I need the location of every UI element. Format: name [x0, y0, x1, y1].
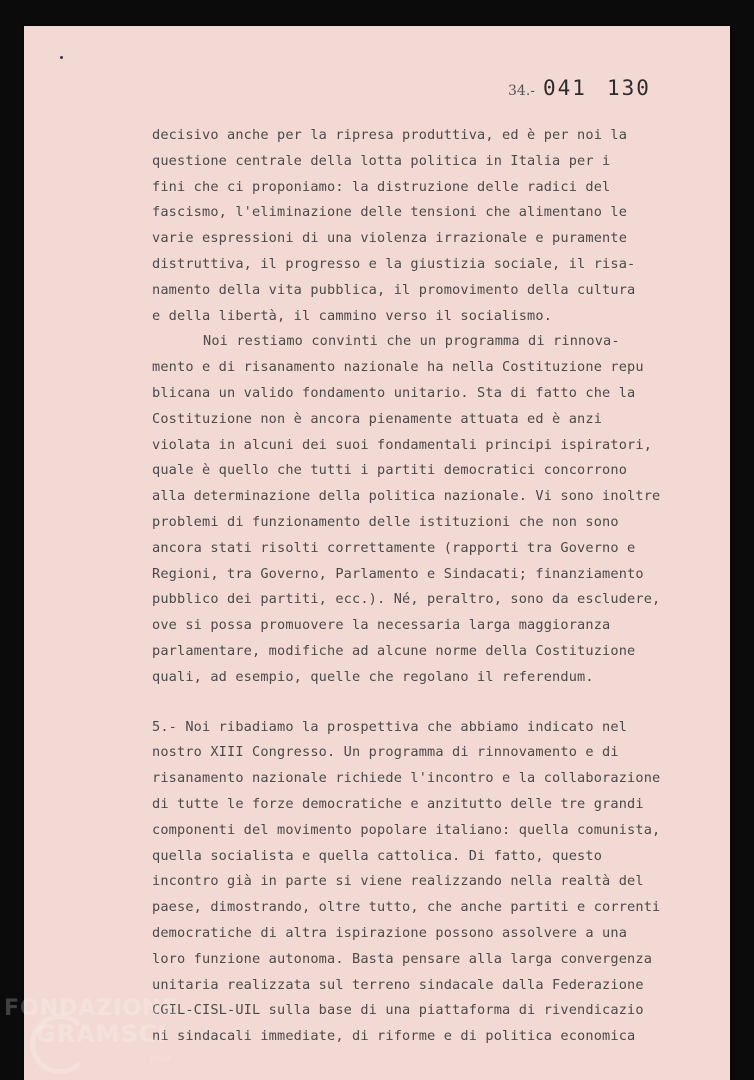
- fondazione-gramsci-watermark: [0, 992, 200, 1080]
- text-line: componenti del movimento popolare italiano: quella comunista,: [152, 821, 661, 838]
- text-line: di tutte le forze democratiche e anzitutto delle tre grandi: [152, 795, 644, 812]
- text-line: decisivo anche per la ripresa produttiva, ed è per noi la: [152, 127, 628, 143]
- text-line: Regioni, tra Governo, Parlamento e Sindacati; finanziamento: [152, 565, 644, 582]
- text-line: questione centrale della lotta politica in Italia per i: [152, 152, 611, 169]
- text-line: problemi di funzionamento delle istituzioni che non sono: [152, 513, 619, 530]
- watermark-line-1: FONDAZIONE: [4, 996, 178, 1021]
- text-line: violata in alcuni dei suoi fondamentali principi ispiratori,: [152, 436, 653, 453]
- text-line: e della libertà, il cammino verso il socialismo.: [152, 307, 553, 324]
- watermark-line-3: onlus: [150, 1054, 172, 1063]
- archive-number: [508, 76, 671, 100]
- text-line: quale è quello che tutti i partiti democratici concorrono: [152, 462, 628, 479]
- text-line: nostro XIII Congresso. Un programma di rinnovamento e di: [152, 744, 619, 761]
- text-line: parlamentare, modifiche ad alcune norme della Costituzione: [152, 642, 636, 659]
- text-line: Noi restiamo convinti che un programma di rinnova-: [203, 333, 620, 350]
- text-line: risanamento nazionale richiede l'incontro e la collaborazione: [152, 770, 661, 787]
- paragraph-gap: [152, 691, 712, 715]
- text-line: unitaria realizzata sul terreno sindacale dalla Federazione: [152, 976, 644, 993]
- text-line: ancora stati risolti correttamente (rapporti tra Governo e: [152, 539, 636, 556]
- document-page: [24, 26, 730, 1080]
- text-line: 5.- Noi ribadiamo la prospettiva che abbiamo indicato nel: [152, 718, 628, 735]
- text-line: Costituzione non è ancora pienamente attuata ed è anzi: [152, 410, 603, 427]
- text-line: quali, ad esempio, quelle che regolano il referendum.: [152, 668, 594, 685]
- text-line: paese, dimostrando, oltre tutto, che anche partiti e correnti: [152, 899, 661, 916]
- text-line: loro funzione autonoma. Basta pensare alla larga convergenza: [152, 950, 653, 967]
- text-line: incontro già in parte si viene realizzando nella realtà del: [152, 873, 644, 890]
- text-line: blicana un valido fondamento unitario. Sta di fatto che la: [152, 384, 636, 401]
- text-line: alla determinazione della politica nazionale. Vi sono inoltre: [152, 488, 661, 505]
- text-line: ove si possa promuovere la necessaria larga maggioranza: [152, 617, 611, 634]
- text-line: varie espressioni di una violenza irrazionale e puramente: [152, 230, 628, 247]
- stamp-number-1: 041: [543, 76, 587, 100]
- typewritten-text: [152, 123, 712, 1050]
- text-line: democratiche di altra ispirazione possono assolvere a una: [152, 924, 628, 941]
- text-line: distruttiva, il progresso e la giustizia sociale, il risa-: [152, 255, 636, 272]
- text-line: fini che ci proponiamo: la distruzione delle radici del: [152, 178, 611, 195]
- text-line: CGIL-CISL-UIL sulla base di una piattaforma di rivendicazio: [152, 1002, 644, 1019]
- watermark-line-2: GRAMSCI: [36, 1020, 168, 1048]
- text-line: namento della vita pubblica, il promovimento della cultura: [152, 281, 636, 298]
- stamp-number-2: 130: [606, 76, 651, 100]
- handwritten-number: 34.-: [508, 83, 535, 99]
- ink-dot: [60, 56, 63, 59]
- text-line: ni sindacali immediate, di riforme e di politica economica: [152, 1028, 636, 1045]
- text-line: quella socialista e quella cattolica. Di fatto, questo: [152, 847, 603, 864]
- text-line: pubblico dei partiti, ecc.). Né, peraltro, sono da escludere,: [152, 591, 661, 608]
- text-line: fascismo, l'eliminazione delle tensioni che alimentano le: [152, 204, 628, 221]
- text-line: mento e di risanamento nazionale ha nella Costituzione repu: [152, 359, 644, 376]
